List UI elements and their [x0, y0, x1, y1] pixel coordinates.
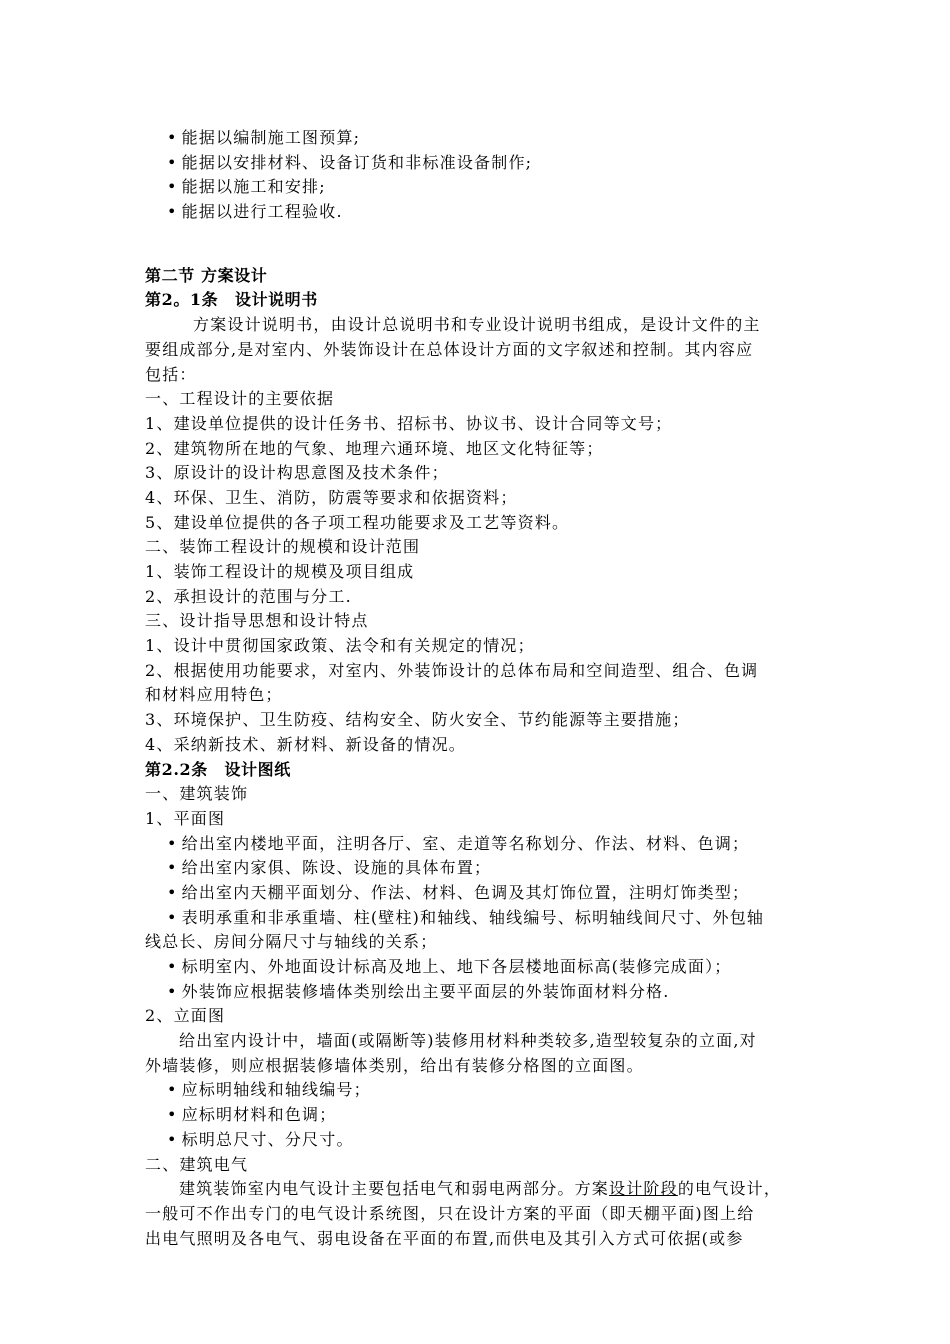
list-item: 3、原设计的设计构思意图及技术条件；	[145, 463, 449, 483]
article-title: 第2.2条 设计图纸	[145, 759, 291, 779]
list-item: • 给出室内天棚平面划分、作法、材料、色调及其灯饰位置，注明灯饰类型；	[145, 881, 835, 906]
document-body	[145, 126, 835, 1251]
paragraph-line	[145, 1177, 835, 1202]
list-item: 2、承担设计的范围与分工.	[145, 586, 352, 606]
list-item: 5、建设单位提供的各子项工程功能要求及工艺等资料。	[145, 512, 570, 532]
list-item: 1、建设单位提供的设计任务书、招标书、协议书、设计合同等文号；	[145, 413, 673, 433]
paragraph-line: 线总长、房间分隔尺寸与轴线的关系；	[145, 932, 438, 952]
list-item: • 能据以施工和安排;	[145, 175, 835, 200]
paragraph-line: 外墙装修，则应根据装修墙体类别，给出有装修分格图的立面图。	[145, 1055, 644, 1075]
design-stage-link[interactable]: 设计阶段	[609, 1179, 678, 1199]
list-item: • 标明室内、外地面设计标高及地上、地下各层楼地面标高(装修完成面）；	[145, 955, 835, 980]
paragraph-line: 出电气照明及各电气、弱电设备在平面的布置,而供电及其引入方式可依据(或参	[145, 1228, 744, 1248]
list-item: • 给出室内楼地平面，注明各厅、室、走道等名称划分、作法、材料、色调；	[145, 832, 835, 857]
list-item: 2、建筑物所在地的气象、地理六通环境、地区文化特征等；	[145, 438, 604, 458]
list-item: 和材料应用特色；	[145, 685, 283, 705]
list-item: • 应标明材料和色调；	[145, 1103, 835, 1128]
list-item: 4、采纳新技术、新材料、新设备的情况。	[145, 734, 466, 754]
paragraph-line: 方案设计说明书，由设计总说明书和专业设计说明书组成，是设计文件的主	[193, 315, 761, 335]
list-item: • 标明总尺寸、分尺寸。	[145, 1128, 835, 1153]
list-item: 1、装饰工程设计的规模及项目组成	[145, 562, 415, 581]
group-heading: 一、建筑装饰	[145, 784, 249, 804]
paragraph-line: 要组成部分,是对室内、外装饰设计在总体设计方面的文字叙述和控制。其内容应	[145, 339, 754, 359]
group-heading: 三、设计指导思想和设计特点	[145, 611, 369, 631]
list-item: • 能据以编制施工图预算;	[145, 126, 835, 151]
list-item: • 外装饰应根据装修墙体类别绘出主要平面层的外装饰面材料分格.	[145, 980, 835, 1005]
list-item: • 能据以进行工程验收.	[145, 200, 835, 225]
spacer	[145, 225, 835, 264]
sub-heading: 2、立面图	[145, 1006, 226, 1026]
list-item: • 表明承重和非承重墙、柱(壁柱)和轴线、轴线编号、标明轴线间尺寸、外包轴	[145, 906, 835, 931]
paragraph-line: 给出室内设计中，墙面(或隔断等)装修用材料种类较多,造型较复杂的立面,对	[179, 1031, 757, 1051]
list-item: 4、环保、卫生、消防，防震等要求和依据资料；	[145, 487, 518, 507]
list-item: • 给出室内家俱、陈设、设施的具体布置；	[145, 856, 835, 881]
article-title: 第2。1条 设计说明书	[145, 290, 318, 310]
group-heading: 二、装饰工程设计的规模和设计范围	[145, 537, 421, 557]
list-item: • 能据以安排材料、设备订货和非标准设备制作;	[145, 151, 835, 176]
group-heading: 一、工程设计的主要依据	[145, 389, 335, 409]
paragraph-line: 一般可不作出专门的电气设计系统图，只在设计方案的平面（即天棚平面)图上给	[145, 1203, 755, 1223]
sub-heading: 1、平面图	[145, 808, 226, 828]
list-item: 3、环境保护、卫生防疫、结构安全、防火安全、节约能源等主要措施；	[145, 710, 690, 730]
section-title: 第二节 方案设计	[145, 265, 268, 285]
list-item: 2、根据使用功能要求，对室内、外装饰设计的总体布局和空间造型、组合、色调	[145, 660, 759, 680]
paragraph-line: 包括：	[145, 364, 197, 384]
group-heading: 二、建筑电气	[145, 1154, 249, 1174]
list-item: 1、设计中贯彻国家政策、法令和有关规定的情况；	[145, 636, 535, 656]
paragraph-text: 建筑装饰室内电气设计主要包括电气和弱电两部分。方案	[179, 1179, 610, 1199]
paragraph-text: 的电气设计，	[677, 1179, 782, 1199]
list-item: • 应标明轴线和轴线编号；	[145, 1078, 835, 1103]
